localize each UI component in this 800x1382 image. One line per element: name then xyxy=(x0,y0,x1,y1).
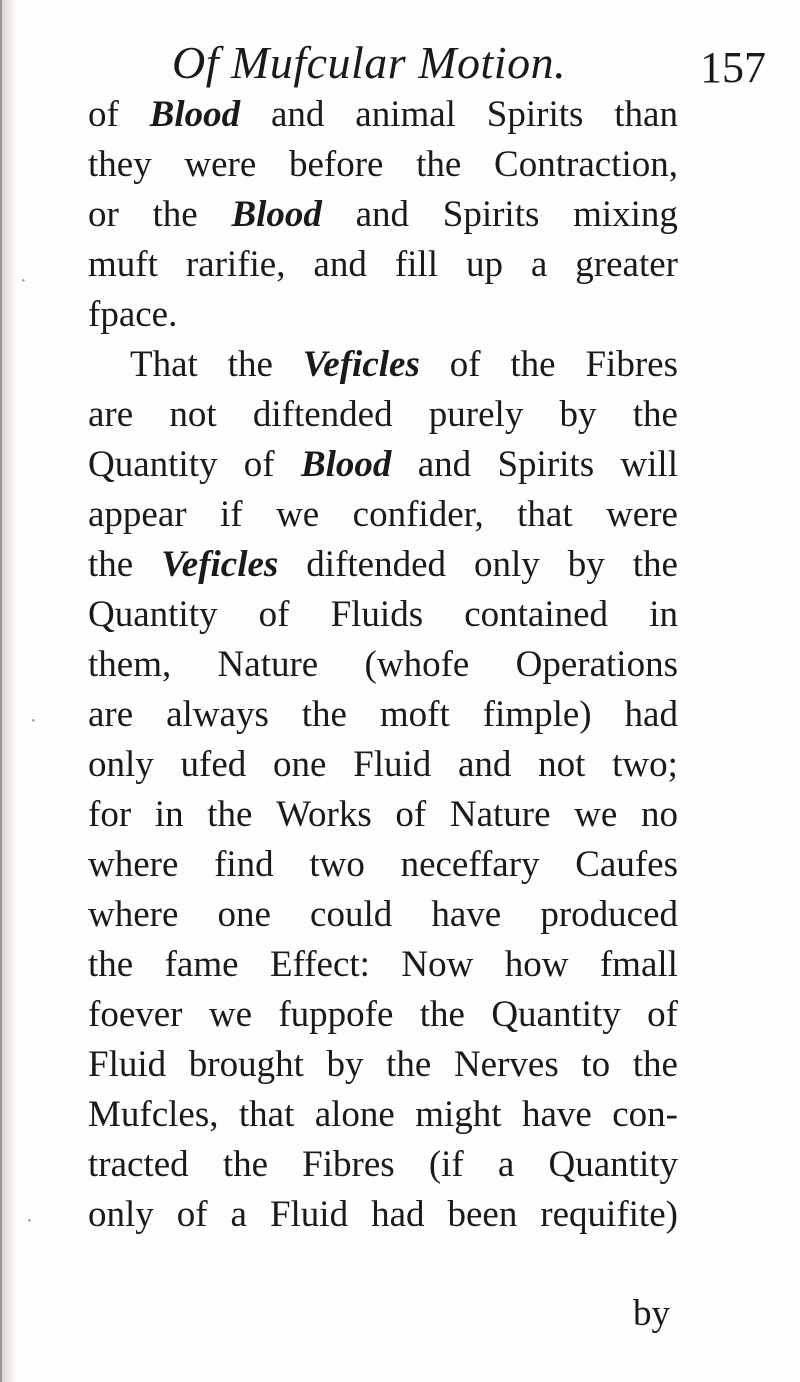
word: Fluid xyxy=(88,1044,167,1085)
word: Nature xyxy=(449,794,551,835)
word: and xyxy=(313,244,367,285)
word: muft xyxy=(88,244,158,285)
word: find xyxy=(214,844,274,885)
word: of xyxy=(88,94,119,135)
word: diftended xyxy=(252,394,393,435)
word: how xyxy=(504,944,569,985)
word: in xyxy=(649,594,678,635)
word: fmall xyxy=(599,944,678,985)
word: animal xyxy=(355,94,456,135)
word: Blood xyxy=(300,444,392,485)
word: the xyxy=(510,344,556,385)
running-head xyxy=(0,36,800,96)
word: where xyxy=(88,894,179,935)
word: the xyxy=(152,194,198,235)
text-line xyxy=(88,292,678,338)
word: rarifie, xyxy=(185,244,286,285)
word: will xyxy=(620,444,678,485)
text-line xyxy=(88,1092,678,1138)
word: we xyxy=(574,794,618,835)
word: not xyxy=(538,744,586,785)
word: of xyxy=(176,1194,208,1235)
text-line xyxy=(88,692,678,738)
word: greater xyxy=(575,244,678,285)
text-line xyxy=(88,742,678,788)
word: the xyxy=(632,544,678,585)
word: not xyxy=(169,394,217,435)
word: only xyxy=(474,544,540,585)
word: Veficles xyxy=(302,344,420,385)
word: of xyxy=(449,344,481,385)
word: contained xyxy=(464,594,609,635)
text-line xyxy=(130,342,678,388)
word: are xyxy=(88,694,134,735)
word: the xyxy=(419,994,465,1035)
word: before xyxy=(288,144,384,185)
word: Blood xyxy=(149,94,241,135)
word: that xyxy=(238,1094,295,1135)
word: Blood xyxy=(231,194,322,235)
catchword: by xyxy=(633,1293,670,1334)
word: Caufes xyxy=(575,844,678,885)
word: were xyxy=(184,144,257,185)
word: have xyxy=(431,894,502,935)
word: always xyxy=(166,694,269,735)
word: moft xyxy=(379,694,450,735)
word: the xyxy=(416,144,462,185)
word: requifite) xyxy=(540,1194,678,1235)
word: Veficles xyxy=(161,544,279,585)
word: Contraction, xyxy=(494,144,678,185)
text-line xyxy=(88,442,678,488)
word: and xyxy=(270,94,325,135)
word: been xyxy=(447,1194,518,1235)
word: the xyxy=(386,1044,432,1085)
word: could xyxy=(310,894,393,935)
word: where xyxy=(88,844,179,885)
word: Fluids xyxy=(330,594,424,635)
word: (whofe xyxy=(364,644,470,685)
word: two xyxy=(309,844,365,885)
word: the xyxy=(88,944,134,985)
text-line xyxy=(88,142,678,188)
word: tracted xyxy=(88,1144,189,1185)
word: two; xyxy=(612,744,678,785)
word: might xyxy=(415,1094,502,1135)
word: we xyxy=(208,994,252,1035)
word: have xyxy=(521,1094,592,1135)
word: Spirits xyxy=(442,194,540,235)
text-line xyxy=(88,392,678,438)
word: only xyxy=(88,1194,154,1235)
word: of xyxy=(395,794,427,835)
word: (if xyxy=(428,1144,464,1185)
word: of xyxy=(647,994,678,1035)
word: in xyxy=(154,794,184,835)
word: are xyxy=(88,394,134,435)
text-line xyxy=(88,842,678,888)
page-number: 157 xyxy=(700,43,766,92)
text-line xyxy=(88,642,678,688)
word: Works xyxy=(276,794,372,835)
word: Spirits xyxy=(497,444,595,485)
word: the xyxy=(88,544,134,585)
word: confider, xyxy=(352,494,484,535)
word: Effect: xyxy=(269,944,370,985)
word: were xyxy=(606,494,678,535)
word: that xyxy=(517,494,573,535)
word: Mufcles, xyxy=(88,1094,219,1135)
word: and xyxy=(417,444,472,485)
word: a xyxy=(530,244,548,285)
margin-mark: · xyxy=(20,270,27,292)
word: by xyxy=(326,1044,364,1085)
word: Quantity xyxy=(548,1144,678,1185)
word: Nature xyxy=(217,644,319,685)
text-line xyxy=(88,992,678,1038)
word: alone xyxy=(314,1094,395,1135)
word: fpace. xyxy=(88,294,178,335)
word: Fluid xyxy=(269,1194,349,1235)
word: and xyxy=(457,744,512,785)
word: That xyxy=(130,344,198,385)
text-line xyxy=(88,1142,678,1188)
word: they xyxy=(88,144,152,185)
word: fill xyxy=(394,244,438,285)
word: the xyxy=(207,794,253,835)
word: if xyxy=(220,494,243,535)
word: Operations xyxy=(515,644,678,685)
word: appear xyxy=(88,494,187,535)
word: a xyxy=(230,1194,247,1235)
word: Quantity xyxy=(88,444,218,485)
margin-mark: · xyxy=(30,710,37,732)
text-line xyxy=(88,942,678,988)
word: only xyxy=(88,744,154,785)
word: to xyxy=(581,1044,611,1085)
word: neceffary xyxy=(400,844,540,885)
word: Fibres xyxy=(302,1144,395,1185)
word: one xyxy=(272,744,327,785)
word: of xyxy=(258,594,290,635)
word: by xyxy=(567,544,605,585)
word: fimple) xyxy=(482,694,592,735)
word: and xyxy=(355,194,410,235)
word: con- xyxy=(612,1094,678,1135)
word: than xyxy=(614,94,678,135)
word: brought xyxy=(188,1044,304,1085)
text-line xyxy=(88,892,678,938)
text-line xyxy=(88,792,678,838)
word: Fibres xyxy=(585,344,678,385)
word: foever xyxy=(88,994,183,1035)
word: the xyxy=(632,1044,678,1085)
word: or xyxy=(88,194,119,235)
text-line xyxy=(88,242,678,288)
running-title: Of Mufcular Motion. xyxy=(172,37,567,88)
word: we xyxy=(276,494,320,535)
word: purely xyxy=(428,394,524,435)
word: one xyxy=(217,894,271,935)
word: Quantity xyxy=(88,594,218,635)
word: Spirits xyxy=(486,94,584,135)
word: by xyxy=(559,394,597,435)
text-line xyxy=(88,592,678,638)
word: them, xyxy=(88,644,172,685)
word: had xyxy=(371,1194,425,1235)
text-line xyxy=(88,1042,678,1088)
text-line xyxy=(88,542,678,588)
margin-mark: · xyxy=(26,1210,33,1232)
text-line xyxy=(88,92,678,138)
word: for xyxy=(88,794,132,835)
word: fame xyxy=(164,944,239,985)
word: had xyxy=(624,694,678,735)
word: the xyxy=(227,344,273,385)
word: diftended xyxy=(306,544,447,585)
word: Nerves xyxy=(453,1044,559,1085)
text-line xyxy=(88,1192,678,1238)
word: no xyxy=(640,794,678,835)
word: fuppofe xyxy=(278,994,394,1035)
word: up xyxy=(465,244,503,285)
word: ufed xyxy=(180,744,247,785)
word: the xyxy=(222,1144,269,1185)
word: of xyxy=(243,444,275,485)
word: a xyxy=(497,1144,515,1185)
word: produced xyxy=(540,894,678,935)
text-line xyxy=(88,192,678,238)
word: Fluid xyxy=(353,744,432,785)
word: Now xyxy=(401,944,474,985)
word: mixing xyxy=(573,194,678,235)
text-line xyxy=(88,492,678,538)
binding-edge xyxy=(0,0,16,1382)
word: Quantity xyxy=(491,994,621,1035)
word: the xyxy=(632,394,678,435)
word: the xyxy=(301,694,347,735)
